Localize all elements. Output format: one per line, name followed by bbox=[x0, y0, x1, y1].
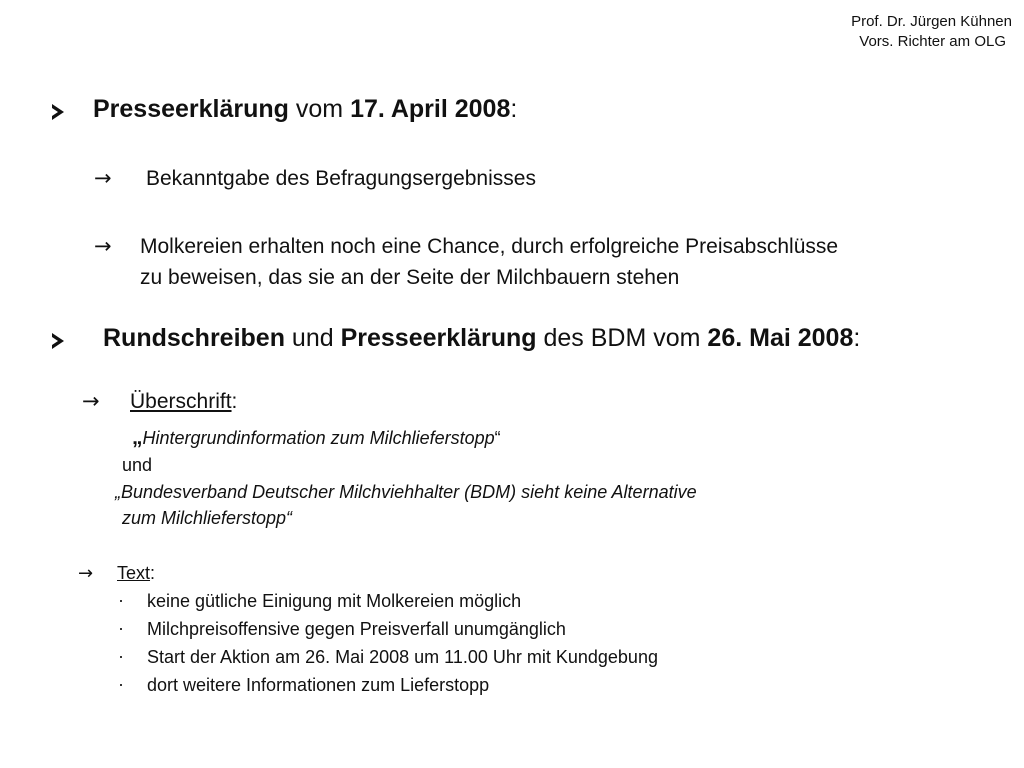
author-name: Prof. Dr. Jürgen Kühnen bbox=[851, 13, 1012, 30]
quote1-text: Hintergrundinformation zum Milchlieferstopp bbox=[142, 428, 495, 448]
section1-bullet-icon bbox=[52, 104, 64, 125]
section2-heading-date: 26. Mai 2008 bbox=[707, 324, 854, 352]
bullet-dot-icon: · bbox=[118, 590, 124, 610]
section1-heading-mid: vom bbox=[288, 95, 351, 123]
section1-heading-colon: : bbox=[510, 95, 518, 123]
quote2-line2: zum Milchlieferstopp“ bbox=[122, 508, 293, 528]
arrow-icon: → bbox=[78, 563, 94, 584]
text-label: Text bbox=[117, 563, 151, 583]
section1-item2-line1: Molkereien erhalten noch eine Chance, durch erfolgreiche Preisabschlüsse bbox=[140, 235, 839, 258]
und-text: und bbox=[122, 455, 153, 475]
quote1-close: “ bbox=[494, 428, 501, 448]
section2-heading-bold1: Rundschreiben bbox=[103, 324, 285, 352]
section2-heading-bold2: Presseerklärung bbox=[340, 324, 537, 352]
section2-heading-colon: : bbox=[853, 324, 861, 352]
list-item: Start der Aktion am 26. Mai 2008 um 11.00 Uhr mit Kundgebung bbox=[147, 647, 658, 667]
section2-heading bbox=[103, 324, 860, 353]
list-item: Milchpreisoffensive gegen Preisverfall unumgänglich bbox=[147, 619, 566, 639]
heading-label-row bbox=[130, 390, 237, 414]
bullet-dot-icon: · bbox=[118, 674, 124, 694]
section1-heading-date: 17. April 2008 bbox=[350, 95, 511, 123]
section1-item2-line2: zu beweisen, das sie an der Seite der Milchbauern stehen bbox=[140, 266, 680, 289]
author-title: Vors. Richter am OLG bbox=[859, 33, 1006, 50]
section1-item1: Bekanntgabe des Befragungsergebnisses bbox=[146, 167, 536, 190]
section2-heading-mid1: und bbox=[284, 324, 341, 352]
text-label-row bbox=[117, 563, 155, 584]
bullet-dot-icon: · bbox=[118, 618, 124, 638]
heading-label-colon: : bbox=[231, 390, 238, 413]
section1-heading-bold1: Presseerklärung bbox=[93, 95, 289, 123]
section2-bullet-icon bbox=[52, 333, 64, 354]
heading-label: Überschrift bbox=[130, 390, 232, 413]
arrow-icon: → bbox=[94, 166, 112, 190]
section1-heading bbox=[93, 95, 517, 124]
text-label-colon: : bbox=[150, 563, 156, 583]
arrow-icon: → bbox=[94, 234, 112, 258]
list-item: dort weitere Informationen zum Lieferstopp bbox=[147, 675, 490, 695]
quote1 bbox=[132, 426, 501, 450]
quote2-line1: „Bundesverband Deutscher Milchviehhalter (BDM) sieht keine Alternative bbox=[115, 482, 697, 502]
section2-heading-mid2: des BDM vom bbox=[536, 324, 708, 352]
list-item: keine gütliche Einigung mit Molkereien möglich bbox=[147, 591, 522, 611]
quote1-open: „ bbox=[132, 426, 143, 449]
bullet-dot-icon: · bbox=[118, 646, 124, 666]
arrow-icon: → bbox=[82, 389, 100, 413]
